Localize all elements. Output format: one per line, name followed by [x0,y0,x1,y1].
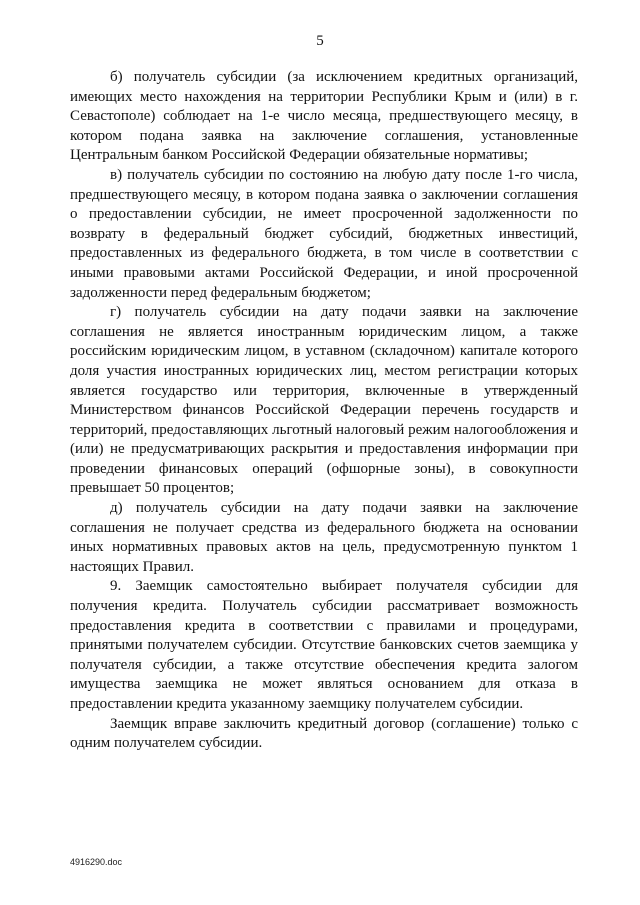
document-file-code: 4916290.doc [70,857,123,867]
paragraph-d: д) получатель субсидии на дату подачи заявки на заключение соглашения не получает средства из федерального бюджета на основании иных нормативных правовых актов на цель, предусмотренную пунктом 1 настоящих Правил. [70,500,578,575]
paragraph-b: б) получатель субсидии (за исключением кредитных организаций, имеющих место нахождения на территории Республики Крым и (или) в г. Севастополе) соблюдает на 1-е число месяца, предшествующего месяцу, в котором подана заявка на заключение соглашения, установленные Центральным банком Российской Федерации обязательные нормативы; [70,69,578,164]
paragraph-9: 9. Заемщик самостоятельно выбирает получателя субсидии для получения кредита. Получатель субсидии рассматривает возможность предоставления кредита в соответствии с правилами и процедурами, принятыми получателем субсидии. Отсутствие банковских счетов заемщика у получателя субсидии, а также отсутствие обеспечения кредита залогом имущества заемщика не может являться основанием для отказа в предоставлении кредита указанному заемщику получателем субсидии. [70,578,578,712]
paragraph-g: г) получатель субсидии на дату подачи заявки на заключение соглашения не является иностранным юридическим лицом, а также российским юридическим лицом, в уставном (складочном) капитале которого доля участия иностранных юридических лиц, местом регистрации которых является государство или территория, включенные в утвержденный Министерством финансов Российской Федерации перечень государств и территорий, предоставляющих льготный налоговый режим налогообложения и (или) не предусматривающих раскрытия и предоставления информации при проведении финансовых операций (офшорные зоны), в совокупности превышает 50 процентов; [70,304,578,497]
document-body [70,68,578,754]
page-number: 5 [316,33,324,49]
paragraph-v: в) получатель субсидии по состоянию на любую дату после 1-го числа, предшествующего месяцу, в котором подана заявка о заключении соглашения о предоставлении субсидии, не имеет просроченной задолженности по возврату в федеральный бюджет субсидий, бюджетных инвестиций, предоставленных из федерального бюджета, в том числе в соответствии с иными правовыми актами Российской Федерации, и иной просроченной задолженности перед федеральным бюджетом; [70,166,578,301]
paragraph-borrower-right: Заемщик вправе заключить кредитный договор (соглашение) только с одним получателем субсидии. [70,715,578,752]
